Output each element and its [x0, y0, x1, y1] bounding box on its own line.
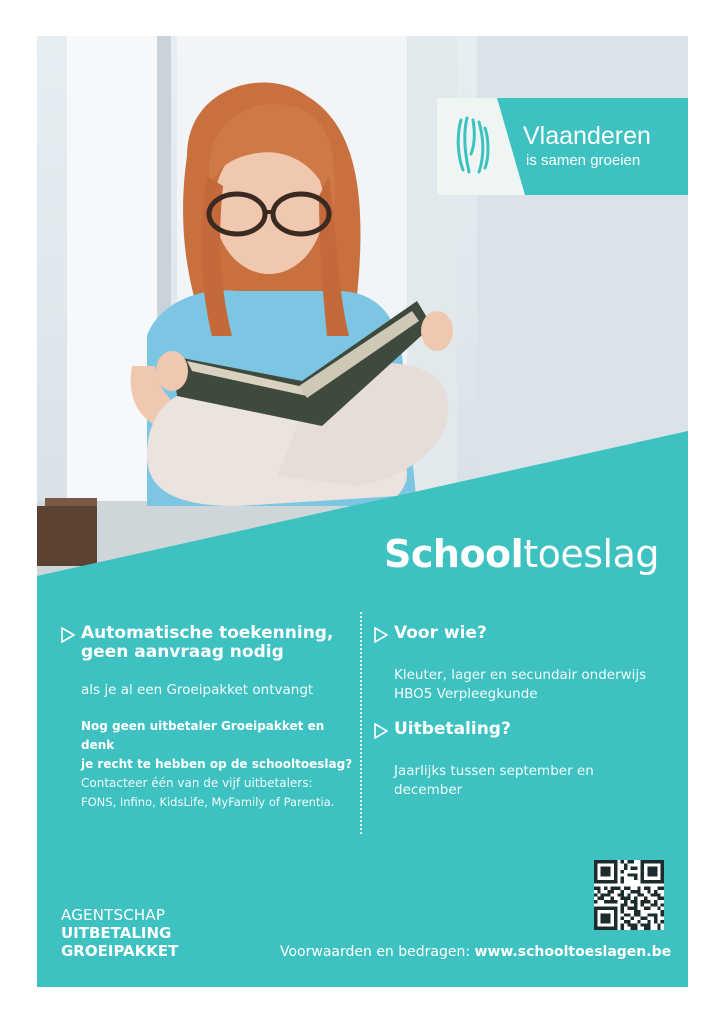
heading-uitbetaling-text: Uitbetaling? [394, 719, 511, 739]
logo-tagline: is samen groeien [526, 152, 641, 169]
uitbetaling-line2: december [394, 782, 463, 798]
automatic-subtext: als je al een Groeipakket ontvangt [81, 682, 314, 698]
flemish-lion-icon [453, 114, 493, 178]
contact-line1: Contacteer één van de vijf uitbetalers: [81, 776, 313, 790]
agency-line2: UITBETALING [61, 924, 172, 942]
heading-automatic-text [81, 624, 333, 662]
triangle-bullet-icon [374, 627, 388, 643]
voor-wie-line1: Kleuter, lager en secundair onderwijs [394, 667, 647, 683]
agency-logo [61, 906, 178, 960]
heading-voor-wie [374, 624, 674, 643]
agency-line3: GROEIPAKKET [61, 942, 179, 960]
footer-text [280, 944, 671, 960]
uitbetaling-body [394, 762, 674, 800]
heading-uitbetaling [374, 720, 674, 739]
logo-brand: Vlaanderen [523, 122, 651, 150]
no-payer-line1: Nog geen uitbetaler Groeipakket en denk [81, 719, 325, 752]
triangle-bullet-icon [61, 627, 75, 643]
qr-code[interactable] [594, 860, 664, 930]
footer-url-link[interactable]: www.schooltoeslagen.be [474, 944, 672, 960]
poster [37, 36, 688, 987]
column-divider [360, 612, 362, 834]
no-payer-block [81, 717, 361, 812]
heading-voor-wie-text: Voor wie? [394, 623, 487, 643]
title-bold: School [384, 532, 524, 576]
uitbetaling-line1: Jaarlijks tussen september en [394, 763, 594, 779]
vlaanderen-logo [437, 98, 688, 195]
left-column [61, 624, 361, 812]
contact-line2: FONS, Infino, KidsLife, MyFamily of Parentia. [81, 795, 335, 809]
heading-automatic [61, 624, 361, 662]
qr-code-icon [594, 860, 664, 930]
heading-automatic-line2: geen aanvraag nodig [81, 642, 284, 662]
triangle-bullet-icon [374, 723, 388, 739]
footer-prefix: Voorwaarden en bedragen: [280, 944, 475, 960]
heading-automatic-line1: Automatische toekenning, [81, 623, 334, 643]
no-payer-line2: je recht te hebben op de schooltoeslag? [81, 757, 353, 771]
title-regular: toeslag [523, 532, 659, 576]
page-title [384, 532, 659, 576]
voor-wie-body [394, 666, 674, 704]
agency-line1: AGENTSCHAP [61, 906, 166, 924]
voor-wie-line2: HBO5 Verpleegkunde [394, 686, 538, 702]
right-column [374, 624, 674, 800]
